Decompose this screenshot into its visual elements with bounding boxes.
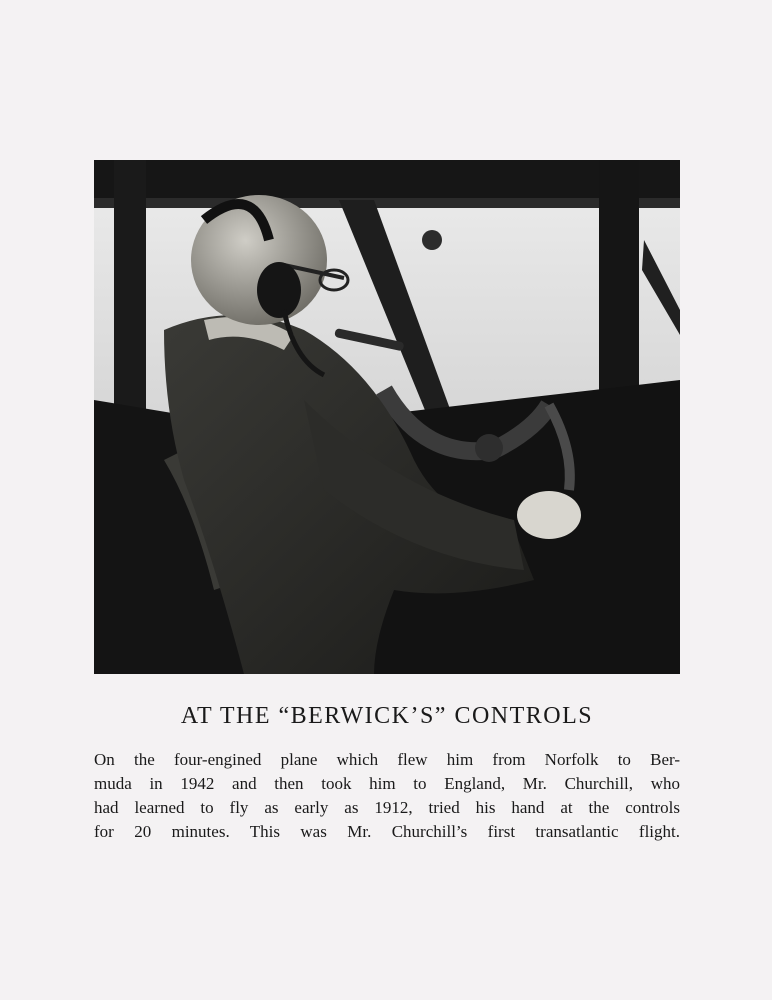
- caption-body-line: for 20 minutes. This was Mr. Churchill’s first transatlantic flight.: [94, 822, 680, 841]
- photograph-pilot-at-controls-icon: [94, 160, 680, 674]
- caption-body-line: had learned to fly as early as 1912, tried his hand at the controls: [94, 798, 680, 817]
- caption-body: [94, 748, 680, 844]
- caption-body-line: On the four-engined plane which flew him from Norfolk to Ber-: [94, 750, 680, 769]
- caption-title: AT THE “BERWICK’S” CONTROLS: [180, 703, 594, 729]
- photograph: [94, 160, 680, 674]
- caption-body-line: muda in 1942 and then took him to England, Mr. Churchill, who: [94, 774, 680, 793]
